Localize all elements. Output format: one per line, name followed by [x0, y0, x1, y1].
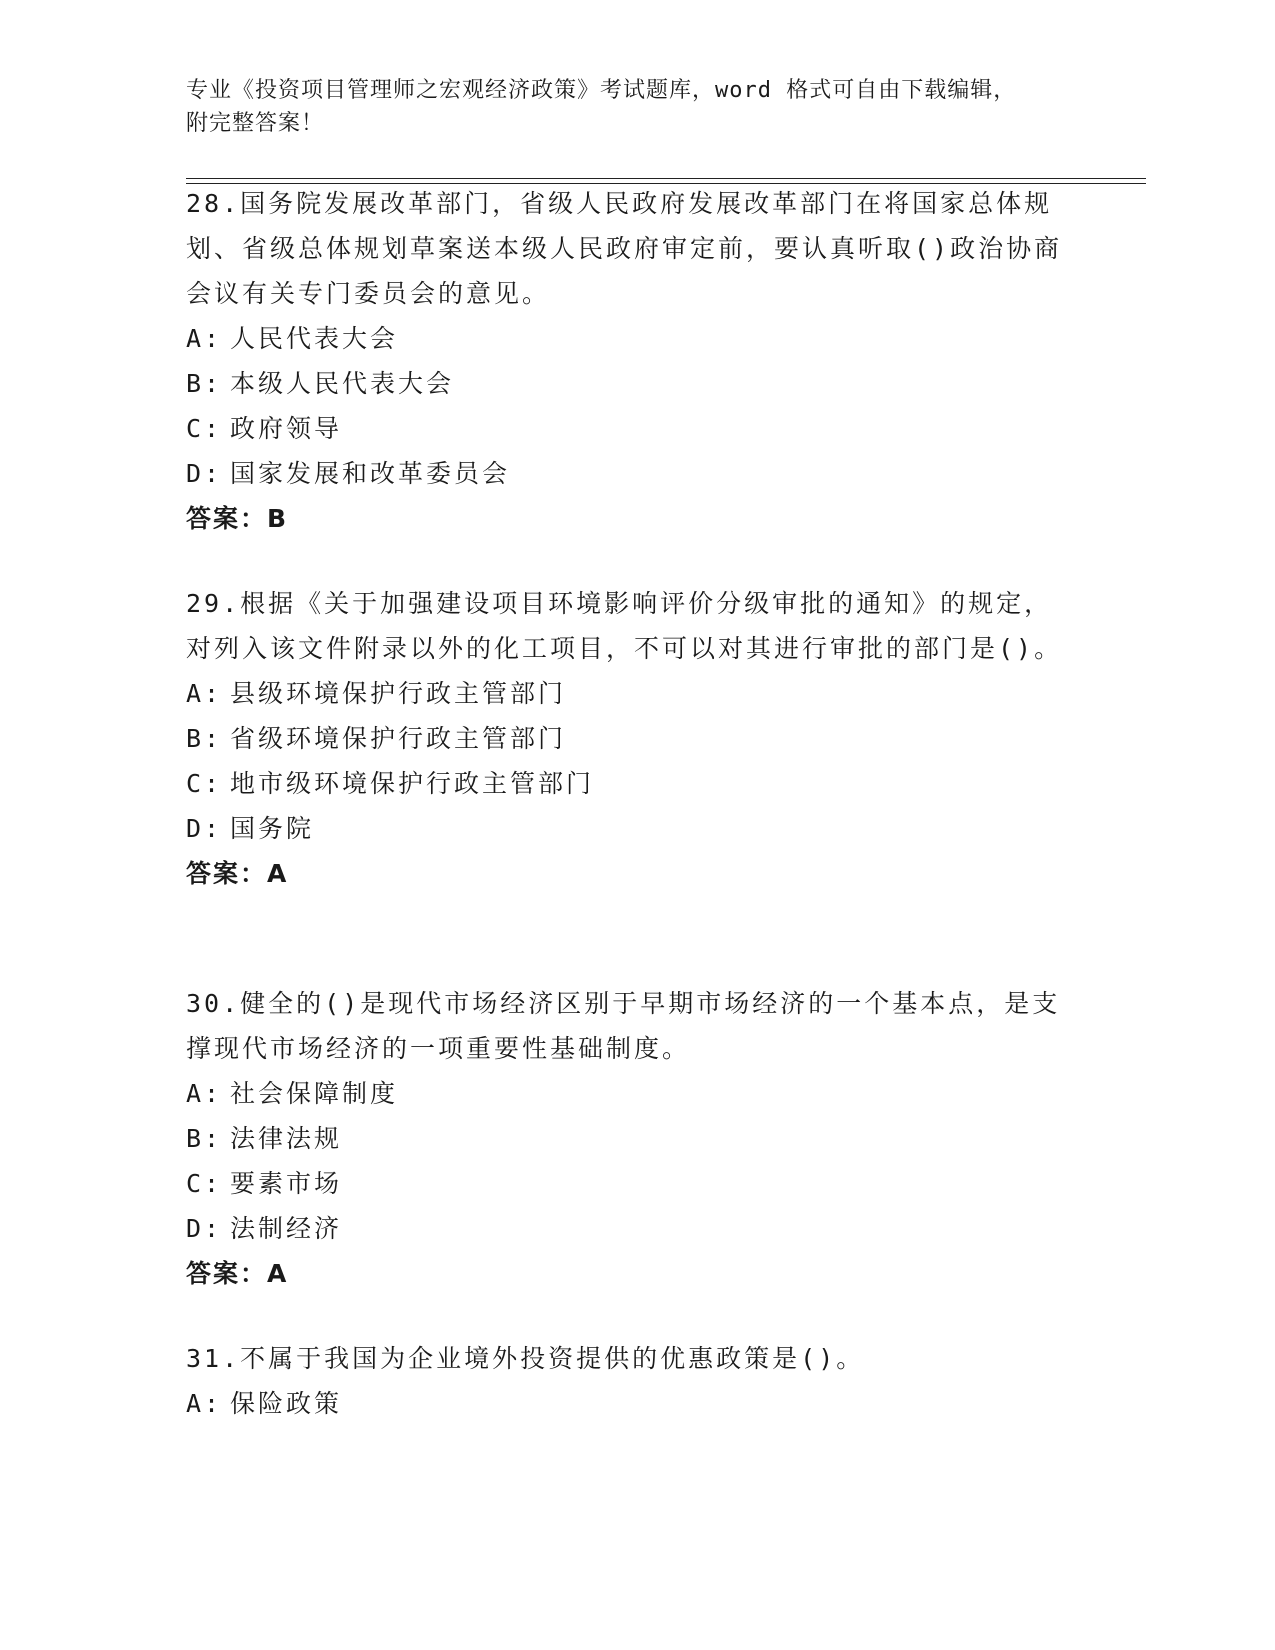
- option-d: [186, 1206, 1066, 1251]
- option-text: 省级环境保护行政主管部门: [230, 724, 567, 753]
- option-a: [186, 1071, 1066, 1116]
- option-letter: B:: [186, 1124, 223, 1153]
- option-text: 政府领导: [230, 414, 343, 443]
- option-letter: A:: [186, 1389, 223, 1418]
- option-c: [186, 406, 1066, 451]
- option-letter: A:: [186, 324, 223, 353]
- answer: 答案：A: [186, 1259, 289, 1288]
- option-c: [186, 761, 1066, 806]
- option-letter: B:: [186, 369, 223, 398]
- option-text: 国家发展和改革委员会: [230, 459, 511, 488]
- option-b: [186, 1116, 1066, 1161]
- option-letter: D:: [186, 814, 223, 843]
- option-letter: D:: [186, 459, 223, 488]
- option-text: 法制经济: [230, 1214, 343, 1243]
- option-text: 本级人民代表大会: [230, 369, 455, 398]
- option-letter: C:: [186, 769, 223, 798]
- option-text: 保险政策: [230, 1389, 343, 1418]
- option-text: 社会保障制度: [230, 1079, 399, 1108]
- option-b: [186, 361, 1066, 406]
- header-divider-top: [186, 178, 1146, 179]
- option-b: [186, 716, 1066, 761]
- question-stem: 31.不属于我国为企业境外投资提供的优惠政策是()。: [186, 1344, 865, 1373]
- header-line-2: 附完整答案！: [186, 111, 325, 136]
- question-stem: 28.国务院发展改革部门，省级人民政府发展改革部门在将国家总体规划、省级总体规划草案送本级人民政府审定前，要认真听取()政治协商会议有关专门委员会的意见。: [186, 189, 1063, 308]
- option-a: [186, 1381, 1066, 1426]
- option-text: 人民代表大会: [230, 324, 399, 353]
- option-text: 县级环境保护行政主管部门: [230, 679, 567, 708]
- question-stem: 29.根据《关于加强建设项目环境影响评价分级审批的通知》的规定，对列入该文件附录以外的化工项目，不可以对其进行审批的部门是()。: [186, 589, 1063, 663]
- option-d: [186, 806, 1066, 851]
- question-29: [186, 581, 1066, 896]
- option-letter: C:: [186, 414, 223, 443]
- option-d: [186, 451, 1066, 496]
- option-letter: A:: [186, 1079, 223, 1108]
- header-line-1: 专业《投资项目管理师之宏观经济政策》考试题库，word 格式可自由下载编辑，: [186, 78, 1017, 103]
- option-letter: D:: [186, 1214, 223, 1243]
- question-30: [186, 981, 1066, 1296]
- option-a: [186, 671, 1066, 716]
- option-text: 要素市场: [230, 1169, 343, 1198]
- answer: 答案：B: [186, 504, 289, 533]
- question-stem: 30.健全的()是现代市场经济区别于早期市场经济的一个基本点，是支撑现代市场经济的一项重要性基础制度。: [186, 989, 1061, 1063]
- option-a: [186, 316, 1066, 361]
- option-text: 国务院: [230, 814, 315, 843]
- option-letter: A:: [186, 679, 223, 708]
- answer: 答案：A: [186, 859, 289, 888]
- option-letter: B:: [186, 724, 223, 753]
- question-28: [186, 181, 1066, 541]
- option-text: 地市级环境保护行政主管部门: [230, 769, 595, 798]
- question-31: [186, 1336, 1066, 1426]
- option-letter: C:: [186, 1169, 223, 1198]
- option-text: 法律法规: [230, 1124, 343, 1153]
- document-header: [186, 74, 1066, 140]
- option-c: [186, 1161, 1066, 1206]
